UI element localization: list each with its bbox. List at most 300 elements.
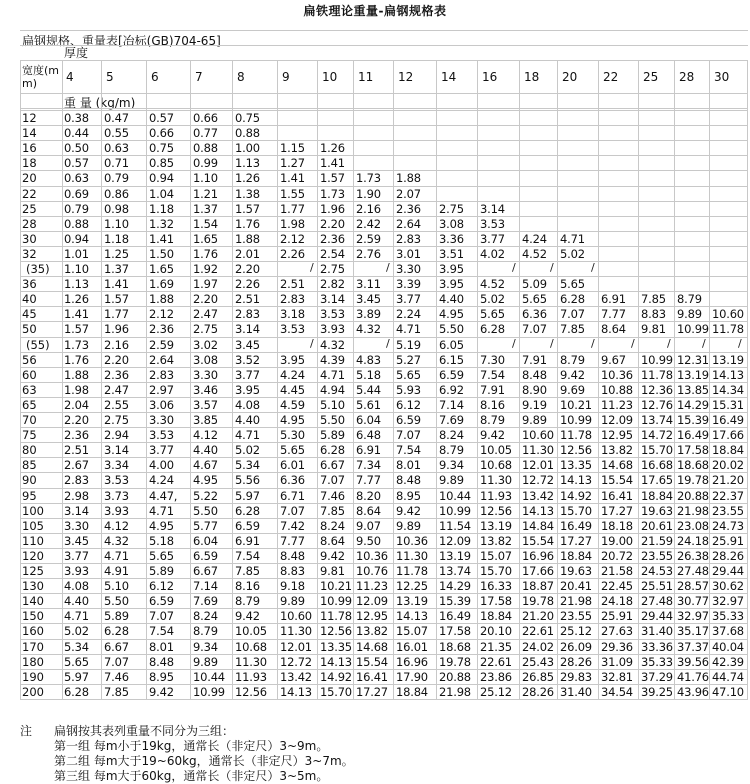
width-cell: 125	[22, 564, 44, 578]
weight-cell: 21.98	[560, 594, 592, 609]
weight-cell: 1.98	[64, 382, 89, 397]
empty-slash-cell: /	[386, 261, 390, 274]
empty-slash-cell: /	[386, 336, 390, 350]
weight-cell: 23.55	[712, 503, 744, 518]
width-cell: 56	[22, 352, 37, 367]
weight-cell: 5.89	[320, 428, 345, 443]
weight-cell: 7.34	[356, 458, 381, 473]
weight-cell: 5.65	[396, 367, 421, 382]
thickness-col-header: 25	[643, 70, 659, 84]
weight-cell: 3.77	[396, 292, 421, 307]
weight-cell: 3.95	[439, 277, 464, 292]
weight-cell: 29.83	[560, 669, 592, 684]
weight-cell: 5.02	[560, 246, 585, 261]
weight-cell: 14.72	[641, 428, 673, 443]
weight-cell: 26.85	[522, 669, 554, 684]
weight-cell: 1.88	[149, 292, 174, 307]
width-header-line2: m)	[22, 77, 38, 90]
weight-cell: 21.35	[480, 639, 512, 654]
width-cell: 36	[22, 277, 37, 292]
weight-cell: 1.38	[235, 186, 260, 201]
weight-cell: 20.61	[641, 518, 673, 533]
grid-line	[674, 60, 675, 699]
weight-cell: 10.99	[641, 352, 673, 367]
thickness-col-header: 16	[482, 70, 498, 84]
weight-cell: 1.18	[104, 231, 129, 246]
weight-cell: 5.27	[396, 352, 421, 367]
weight-cell: 2.51	[64, 443, 89, 458]
weight-cell: 26.09	[560, 639, 592, 654]
width-header	[22, 64, 64, 90]
weight-cell: 1.92	[193, 262, 218, 276]
weight-cell: 7.85	[320, 503, 345, 518]
weight-cell: 3.77	[64, 548, 89, 563]
weight-cell: 8.48	[396, 473, 421, 488]
weight-cell: 9.89	[280, 594, 305, 609]
grid-line	[353, 60, 354, 699]
weight-cell: 9.67	[601, 352, 626, 367]
weight-cell: 4.24	[149, 473, 174, 488]
weight-cell: 44.74	[712, 669, 744, 684]
weight-cell: 10.76	[356, 564, 388, 578]
weight-cell: 22.37	[712, 488, 744, 503]
weight-cell: 14.84	[522, 518, 554, 533]
weight-cell: 22.61	[480, 654, 512, 669]
weight-cell: 31.40	[641, 624, 673, 639]
weight-cell: 2.76	[356, 246, 381, 261]
weight-cell: 17.27	[601, 503, 633, 518]
weight-cell: 22.45	[601, 579, 633, 594]
weight-cell: 14.13	[522, 503, 554, 518]
weight-cell: 6.48	[356, 428, 381, 443]
weight-cell: 8.48	[280, 548, 305, 563]
weight-cell: 0.94	[64, 231, 89, 246]
weight-cell: 5.65	[522, 292, 547, 307]
weight-cell: 12.76	[641, 397, 673, 412]
weight-cell: 18.68	[439, 639, 471, 654]
weight-cell: 3.95	[280, 352, 305, 367]
weight-cell: 1.26	[64, 292, 89, 307]
width-cell: 180	[22, 654, 44, 669]
weight-cell: 2.12	[149, 307, 174, 322]
weight-cell: 6.05	[439, 337, 464, 352]
weight-cell: 14.13	[712, 367, 744, 382]
weight-cell: 0.86	[104, 186, 129, 201]
weight-cell: 7.54	[149, 624, 174, 639]
weight-cell: 1.41	[280, 171, 305, 186]
weight-cell: 1.37	[193, 201, 218, 216]
weight-cell: 12.25	[396, 579, 428, 594]
weight-cell: 16.49	[560, 518, 592, 533]
weight-cell: 2.83	[396, 231, 421, 246]
weight-cell: 8.64	[320, 533, 345, 548]
weight-cell: 25.51	[641, 579, 673, 594]
weight-cell: 26.38	[677, 548, 709, 563]
weight-cell: 16.41	[601, 488, 633, 503]
weight-cell: 25.12	[560, 624, 592, 639]
weight-cell: 0.57	[149, 111, 174, 125]
weight-cell: 8.01	[396, 458, 421, 473]
weight-cell: 0.85	[149, 156, 174, 171]
weight-cell: 11.30	[522, 443, 554, 458]
empty-slash-cell: /	[550, 336, 554, 350]
weight-cell: 5.97	[64, 669, 89, 684]
weight-cell: 6.01	[280, 458, 305, 473]
weight-cell: 4.24	[522, 231, 547, 246]
weight-cell: 21.59	[641, 533, 673, 548]
weight-cell: 43.96	[677, 684, 709, 699]
empty-slash-cell: /	[591, 261, 595, 274]
weight-cell: 7.14	[193, 579, 218, 594]
thickness-col-header: 7	[195, 70, 203, 84]
width-cell: 60	[22, 367, 37, 382]
width-cell: 140	[22, 594, 44, 609]
weight-cell: 8.24	[193, 609, 218, 624]
width-cell: 16	[22, 141, 37, 156]
weight-cell: 0.50	[64, 141, 89, 156]
weight-cell: 2.16	[356, 201, 381, 216]
weight-cell: 3.52	[235, 352, 260, 367]
weight-cell: 11.30	[280, 624, 312, 639]
weight-cell: 1.88	[235, 231, 260, 246]
weight-cell: 15.54	[356, 654, 388, 669]
weight-cell: 15.70	[641, 443, 673, 458]
weight-cell: 20.88	[439, 669, 471, 684]
weight-cell: 19.78	[677, 473, 709, 488]
weight-cell: 1.76	[64, 352, 89, 367]
weight-cell: 5.93	[396, 382, 421, 397]
weight-cell: 0.88	[193, 141, 218, 156]
width-cell: 22	[22, 186, 37, 201]
width-cell: 63	[22, 382, 37, 397]
weight-cell: 5.89	[104, 609, 129, 624]
weight-cell: 7.14	[439, 397, 464, 412]
weight-cell: 9.42	[560, 367, 585, 382]
weight-cell: 6.04	[356, 413, 381, 427]
weight-cell: 4.40	[439, 292, 464, 307]
weight-cell: 10.99	[193, 684, 225, 699]
weight-cell: 2.64	[149, 352, 174, 367]
weight-cell: 7.77	[356, 473, 381, 488]
grid-line	[747, 60, 748, 699]
weight-cell: 10.68	[480, 458, 512, 473]
weight-cell: 17.66	[712, 428, 744, 443]
weight-cell: 7.07	[396, 428, 421, 443]
weight-cell: 1.25	[104, 246, 129, 261]
weight-cell: 10.99	[320, 594, 352, 609]
weight-cell: 2.83	[149, 367, 174, 382]
weight-cell: 5.65	[480, 307, 505, 322]
weight-cell: 6.28	[560, 292, 585, 307]
weight-cell: 40.04	[712, 639, 744, 654]
weight-cell: 28.26	[560, 654, 592, 669]
weight-cell: 6.59	[396, 413, 421, 427]
weight-cell: 12.09	[601, 413, 633, 427]
width-header-line1: 宽度(m	[22, 64, 60, 77]
weight-cell: 2.82	[320, 277, 345, 292]
weight-cell: 22.61	[522, 624, 554, 639]
weight-cell: 2.26	[280, 246, 305, 261]
width-cell: 90	[22, 473, 37, 488]
empty-slash-cell: /	[550, 261, 554, 274]
weight-cell: 9.50	[356, 533, 381, 548]
note-line-2: 第二组 每m大于19~60kg，通常长（非定尺）3~7m。	[54, 754, 354, 768]
weight-cell: 9.42	[396, 503, 421, 518]
weight-cell: 30.77	[677, 594, 709, 609]
weight-cell: 10.99	[560, 413, 592, 427]
weight-cell: 2.64	[396, 216, 421, 231]
weight-cell: 13.19	[677, 367, 709, 382]
weight-cell: 7.77	[280, 533, 305, 548]
weight-cell: 16.49	[712, 413, 744, 427]
weight-cell: 8.64	[356, 503, 381, 518]
weight-cell: 35.33	[641, 654, 673, 669]
weight-cell: 13.74	[439, 564, 471, 578]
weight-cell: 5.22	[193, 488, 218, 503]
weight-cell: 24.53	[641, 564, 673, 578]
weight-cell: 34.54	[601, 684, 633, 699]
weight-cell: 7.54	[480, 367, 505, 382]
weight-cell: 18.18	[601, 518, 633, 533]
weight-cell: 3.30	[193, 367, 218, 382]
weight-cell: 3.30	[64, 518, 89, 533]
weight-cell: 1.77	[104, 307, 129, 322]
weight-cell: 0.79	[64, 201, 89, 216]
width-cell: 25	[22, 201, 37, 216]
width-cell: 18	[22, 156, 37, 171]
weight-cell: 24.02	[522, 639, 554, 654]
weight-cell: 3.93	[320, 322, 345, 337]
weight-cell: 25.91	[712, 533, 744, 548]
weight-cell: 3.46	[193, 382, 218, 397]
weight-cell: 5.30	[280, 428, 305, 443]
weight-cell: 13.19	[439, 548, 471, 563]
weight-cell: 12.09	[356, 594, 388, 609]
weight-cell: 11.78	[396, 564, 428, 578]
width-cell: 14	[22, 126, 37, 141]
weight-cell: 4.12	[104, 518, 129, 533]
weight-cell: 9.89	[193, 654, 218, 669]
weight-cell: 11.23	[356, 579, 388, 594]
weight-cell: 3.73	[104, 488, 129, 503]
weight-cell: 7.07	[149, 609, 174, 624]
weight-cell: 12.56	[560, 443, 592, 458]
weight-cell: 7.07	[104, 654, 129, 669]
weight-cell: 2.98	[64, 488, 89, 503]
weight-cell: 8.20	[356, 488, 381, 503]
grid-line	[317, 60, 318, 699]
width-cell: 95	[22, 488, 37, 503]
thickness-col-header: 4	[66, 70, 74, 84]
weight-cell: 2.20	[193, 292, 218, 307]
grid-line	[277, 60, 278, 699]
weight-cell: 15.54	[522, 533, 554, 548]
weight-cell: 30.62	[712, 579, 744, 594]
weight-cell: 6.91	[601, 292, 626, 307]
weight-cell: 2.47	[104, 382, 129, 397]
weight-cell: 7.46	[104, 669, 129, 684]
weight-cell: 4.47,	[149, 488, 178, 503]
weight-cell: 3.08	[193, 352, 218, 367]
weight-cell: 15.31	[712, 397, 744, 412]
weight-cell: 1.41	[64, 307, 89, 322]
weight-cell: 5.50	[193, 503, 218, 518]
weight-cell: 11.30	[480, 473, 512, 488]
empty-slash-cell: /	[310, 261, 314, 274]
weight-cell: 4.71	[149, 503, 174, 518]
thickness-col-header: 6	[151, 70, 159, 84]
weight-cell: 1.54	[193, 216, 218, 231]
weight-cell: 20.88	[677, 488, 709, 503]
weight-cell: 8.16	[480, 397, 505, 412]
weight-cell: 4.40	[193, 443, 218, 458]
weight-cell: 20.02	[712, 458, 744, 473]
thickness-col-header: 28	[679, 70, 695, 84]
weight-cell: 2.01	[235, 246, 260, 261]
weight-cell: 2.36	[149, 322, 174, 337]
weight-cell: 24.18	[601, 594, 633, 609]
weight-cell: 14.29	[439, 579, 471, 594]
weight-cell: 13.19	[712, 352, 744, 367]
weight-cell: 1.57	[320, 171, 345, 186]
weight-cell: 31.09	[601, 654, 633, 669]
weight-cell: 4.91	[104, 564, 129, 578]
weight-cell: 8.83	[280, 564, 305, 578]
weight-cell: 1.13	[235, 156, 260, 171]
weight-cell: 21.98	[677, 503, 709, 518]
thickness-col-header: 22	[603, 70, 619, 84]
weight-cell: 32.97	[677, 609, 709, 624]
weight-cell: 24.18	[677, 533, 709, 548]
weight-cell: 1.57	[64, 322, 89, 337]
weight-cell: 7.54	[396, 443, 421, 458]
weight-cell: 16.01	[396, 639, 428, 654]
weight-cell: 4.52	[480, 277, 505, 292]
weight-cell: 4.32	[356, 322, 381, 337]
weight-cell: 13.82	[480, 533, 512, 548]
weight-cell: 5.09	[522, 277, 547, 292]
weight-cell: 11.23	[601, 397, 633, 412]
weight-cell: 7.77	[601, 307, 626, 322]
weight-cell: 6.15	[439, 352, 464, 367]
weight-cell: 5.61	[356, 397, 381, 412]
weight-cell: 17.58	[480, 594, 512, 609]
weight-cell: 20.10	[480, 624, 512, 639]
weight-cell: 3.95	[439, 262, 464, 276]
weight-cell: 15.39	[439, 594, 471, 609]
weight-cell: 9.42	[235, 609, 260, 624]
weight-cell: 0.94	[149, 171, 174, 186]
grid-line	[20, 699, 748, 700]
weight-cell: 12.31	[677, 352, 709, 367]
weight-cell: 11.78	[712, 322, 744, 337]
weight-cell: 1.15	[280, 141, 305, 156]
weight-cell: 47.10	[712, 684, 744, 699]
grid-line	[20, 45, 748, 46]
weight-cell: 14.13	[320, 654, 352, 669]
weight-cell: 39.56	[677, 654, 709, 669]
page-title: 扁铁理论重量-扁钢规格表	[303, 4, 447, 18]
weight-cell: 25.91	[601, 609, 633, 624]
weight-cell: 18.84	[712, 443, 744, 458]
weight-cell: 2.36	[104, 367, 129, 382]
weight-cell: 27.48	[641, 594, 673, 609]
thickness-header: 厚度	[64, 46, 89, 60]
width-cell: 40	[22, 292, 37, 307]
weight-cell: 5.97	[235, 488, 260, 503]
weight-cell: 8.95	[396, 488, 421, 503]
weight-cell: 9.42	[480, 428, 505, 443]
weight-cell: 13.82	[356, 624, 388, 639]
weight-cell: 14.13	[280, 684, 312, 699]
weight-cell: 8.79	[235, 594, 260, 609]
weight-cell: 25.43	[522, 654, 554, 669]
weight-cell: 24.73	[712, 518, 744, 533]
weight-cell: 39.25	[641, 684, 673, 699]
weight-cell: 8.16	[235, 579, 260, 594]
weight-cell: 0.79	[104, 171, 129, 186]
weight-cell: 18.84	[396, 684, 428, 699]
weight-cell: 3.53	[104, 473, 129, 488]
weight-cell: 2.24	[396, 307, 421, 322]
weight-cell: 4.95	[439, 307, 464, 322]
weight-cell: 1.98	[280, 216, 305, 231]
weight-cell: 1.41	[104, 277, 129, 292]
weight-cell: 4.71	[320, 367, 345, 382]
weight-cell: 4.40	[235, 413, 260, 427]
weight-cell: 3.77	[235, 367, 260, 382]
grid-line	[436, 60, 437, 699]
weight-cell: 19.00	[601, 533, 633, 548]
weight-cell: 2.36	[64, 428, 89, 443]
weight-cell: 10.36	[601, 367, 633, 382]
weight-cell: 9.89	[677, 307, 702, 322]
width-cell: 65	[22, 397, 37, 412]
weight-cell: 0.57	[64, 156, 89, 171]
weight-cell: 1.10	[193, 171, 218, 186]
weight-cell: 10.36	[396, 533, 428, 548]
weight-cell: 12.95	[601, 428, 633, 443]
weight-cell: 1.26	[320, 141, 345, 156]
thickness-col-header: 8	[237, 70, 245, 84]
width-cell: 200	[22, 684, 44, 699]
weight-cell: 16.68	[641, 458, 673, 473]
width-cell: 45	[22, 307, 37, 322]
weight-cell: 1.65	[149, 262, 174, 276]
weight-cell: 8.48	[522, 367, 547, 382]
weight-cell: 4.71	[235, 428, 260, 443]
weight-cell: 11.93	[480, 488, 512, 503]
weight-cell: 2.59	[356, 231, 381, 246]
weight-cell: 1.41	[320, 156, 345, 171]
empty-slash-cell: /	[702, 336, 706, 350]
weight-cell: 20.72	[601, 548, 633, 563]
weight-cell: 6.28	[235, 503, 260, 518]
weight-cell: 10.68	[235, 639, 267, 654]
weight-cell: 10.99	[677, 322, 709, 337]
width-cell: 100	[22, 503, 44, 518]
weight-cell: 2.20	[64, 413, 89, 427]
weight-cell: 2.54	[320, 246, 345, 261]
weight-cell: 6.67	[320, 458, 345, 473]
thickness-col-header: 20	[562, 70, 578, 84]
weight-cell: 3.06	[149, 397, 174, 412]
weight-cell: 5.18	[149, 533, 174, 548]
weight-cell: 8.24	[439, 428, 464, 443]
weight-cell: 15.07	[396, 624, 428, 639]
weight-cell: 8.95	[149, 669, 174, 684]
empty-slash-cell: /	[667, 336, 671, 350]
